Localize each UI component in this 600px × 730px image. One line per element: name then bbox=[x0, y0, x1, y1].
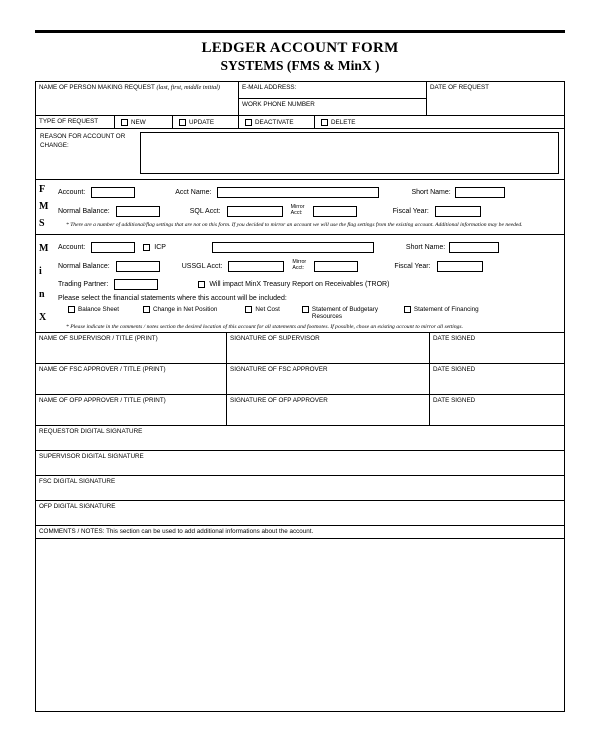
type-option-label: DELETE bbox=[331, 118, 356, 126]
checkbox-icon[interactable] bbox=[404, 306, 411, 313]
fms-mirror-acct-label: Mirror Acct: bbox=[290, 204, 305, 216]
type-of-request-row bbox=[36, 116, 564, 129]
checkbox-icon[interactable] bbox=[302, 306, 309, 313]
fms-note: * There are a number of additional/flag settings that are not on this form. If you decided to mirror an account we will use the flag settings from the existing account. Additional information may be needed. bbox=[66, 222, 523, 228]
ofp-digital-signature-row[interactable]: OFP DIGITAL SIGNATURE bbox=[36, 501, 564, 526]
form-title: LEDGER ACCOUNT FORM bbox=[201, 40, 399, 56]
type-option-delete[interactable] bbox=[314, 116, 376, 128]
email-address-label: E-MAIL ADDRESS: bbox=[242, 84, 297, 91]
minx-section bbox=[36, 235, 564, 333]
fms-letter: M bbox=[39, 200, 49, 212]
name-of-person-label: NAME OF PERSON MAKING REQUEST bbox=[39, 84, 155, 91]
minx-fiscal-year-input[interactable] bbox=[437, 261, 483, 272]
ofp-approver-name-cell[interactable]: NAME OF OFP APPROVER / TITLE (PRINT) bbox=[39, 397, 166, 404]
type-of-request-label: TYPE OF REQUEST bbox=[39, 118, 99, 125]
requester-header-row bbox=[36, 82, 564, 116]
fms-normal-balance-input[interactable] bbox=[116, 206, 160, 217]
fsc-approver-signature-cell[interactable]: SIGNATURE OF FSC APPROVER bbox=[226, 364, 429, 394]
checkbox-icon[interactable] bbox=[245, 119, 252, 126]
type-option-label: NEW bbox=[131, 118, 146, 126]
signature-table bbox=[36, 333, 564, 426]
minx-letter: M bbox=[39, 242, 49, 254]
checkbox-icon[interactable] bbox=[121, 119, 128, 126]
statement-option-financing[interactable] bbox=[404, 306, 479, 313]
comments-label: COMMENTS / NOTES: bbox=[39, 528, 105, 535]
fms-account-input[interactable] bbox=[91, 187, 135, 198]
checkbox-icon[interactable] bbox=[179, 119, 186, 126]
minx-short-name-label: Short Name: bbox=[405, 243, 446, 251]
top-rule bbox=[35, 30, 565, 33]
minx-statements-row bbox=[54, 304, 560, 323]
minx-normal-balance-label: Normal Balance: bbox=[58, 262, 110, 270]
statement-option-label: Change in Net Position bbox=[152, 306, 218, 313]
fms-acct-name-input[interactable] bbox=[217, 187, 379, 198]
fms-letter: S bbox=[39, 217, 45, 229]
statement-option-label: Net Cost bbox=[255, 306, 280, 313]
statement-option-budgetary-resources[interactable] bbox=[302, 306, 384, 320]
checkbox-icon[interactable] bbox=[321, 119, 328, 126]
statements-instruction-label: Please select the financial statements where this account will be included: bbox=[58, 294, 287, 302]
fsc-digital-signature-row[interactable]: FSC DIGITAL SIGNATURE bbox=[36, 476, 564, 501]
supervisor-date-signed-cell[interactable]: DATE SIGNED bbox=[429, 333, 564, 363]
fms-short-name-input[interactable] bbox=[455, 187, 505, 198]
icp-checkbox-icon[interactable] bbox=[143, 244, 150, 251]
fms-fields bbox=[50, 180, 564, 234]
email-address-field[interactable] bbox=[239, 82, 426, 99]
fms-acct-name-label: Acct Name: bbox=[175, 188, 212, 196]
fms-balance-row bbox=[54, 201, 560, 221]
minx-icp-label: ICP bbox=[154, 243, 166, 251]
minx-normal-balance-input[interactable] bbox=[116, 261, 160, 272]
statement-option-balance-sheet[interactable] bbox=[68, 306, 119, 313]
form-body bbox=[35, 81, 565, 712]
minx-mirror-acct-label: Mirror Acct: bbox=[292, 259, 307, 271]
fms-fiscal-year-input[interactable] bbox=[435, 206, 481, 217]
work-phone-label: WORK PHONE NUMBER bbox=[242, 101, 315, 108]
fsc-approver-date-signed-cell[interactable]: DATE SIGNED bbox=[429, 364, 564, 394]
checkbox-icon[interactable] bbox=[245, 306, 252, 313]
date-of-request-label: DATE OF REQUEST bbox=[430, 84, 490, 91]
form-subtitle: SYSTEMS (FMS & MinX ) bbox=[220, 58, 380, 73]
fsc-approver-name-cell[interactable]: NAME OF FSC APPROVER / TITLE (PRINT) bbox=[39, 366, 166, 373]
reason-input-box[interactable] bbox=[140, 132, 559, 174]
type-option-new[interactable] bbox=[114, 116, 172, 128]
fms-section bbox=[36, 180, 564, 235]
date-of-request-field[interactable] bbox=[426, 82, 564, 115]
requestor-digital-signature-row[interactable]: REQUESTOR DIGITAL SIGNATURE bbox=[36, 426, 564, 451]
statement-option-label: Statement of Budgetary Resources bbox=[311, 306, 379, 321]
minx-acct-name-input[interactable] bbox=[212, 242, 374, 253]
supervisor-signature-cell[interactable]: SIGNATURE OF SUPERVISOR bbox=[226, 333, 429, 363]
comments-input-box[interactable] bbox=[36, 539, 564, 711]
fms-vertical-label bbox=[36, 180, 50, 234]
fms-normal-balance-label: Normal Balance: bbox=[58, 207, 110, 215]
statement-option-label: Balance Sheet bbox=[78, 306, 119, 313]
ofp-approver-date-signed-cell[interactable]: DATE SIGNED bbox=[429, 395, 564, 425]
minx-vertical-label bbox=[36, 235, 50, 332]
type-option-deactivate[interactable] bbox=[238, 116, 314, 128]
minx-account-label: Account: bbox=[58, 243, 86, 251]
minx-short-name-input[interactable] bbox=[449, 242, 499, 253]
statement-option-net-cost[interactable] bbox=[245, 306, 280, 313]
minx-account-input[interactable] bbox=[91, 242, 135, 253]
fms-mirror-acct-input[interactable] bbox=[313, 206, 357, 217]
minx-ussgl-acct-label: USSGL Acct: bbox=[181, 262, 223, 270]
type-option-update[interactable] bbox=[172, 116, 238, 128]
minx-balance-row bbox=[54, 256, 560, 276]
minx-fields bbox=[50, 235, 564, 332]
trading-partner-input[interactable] bbox=[114, 279, 158, 290]
minx-note: * Please indicate in the comments / notes section the desired location of this account for all statements and footnotes. If possible, chose an existing account to mirror all settings. bbox=[66, 324, 464, 330]
reason-row bbox=[36, 129, 564, 180]
fms-sql-acct-input[interactable] bbox=[227, 206, 283, 217]
name-format-hint: (last, first, middle initial) bbox=[156, 84, 220, 91]
minx-ussgl-acct-input[interactable] bbox=[228, 261, 284, 272]
checkbox-icon[interactable] bbox=[68, 306, 75, 313]
statement-option-label: Statement of Financing bbox=[413, 306, 479, 313]
supervisor-signature-row bbox=[36, 333, 564, 364]
tror-label: Will impact MinX Treasury Report on Receivables (TROR) bbox=[209, 280, 390, 288]
type-option-label: UPDATE bbox=[189, 118, 215, 126]
fms-account-label: Account: bbox=[58, 188, 86, 196]
supervisor-digital-signature-row[interactable]: SUPERVISOR DIGITAL SIGNATURE bbox=[36, 451, 564, 476]
name-of-person-field[interactable] bbox=[36, 82, 238, 115]
minx-letter: i bbox=[39, 265, 42, 277]
supervisor-name-cell[interactable]: NAME OF SUPERVISOR / TITLE (PRINT) bbox=[39, 335, 158, 342]
reason-label: REASON FOR ACCOUNT OR CHANGE: bbox=[40, 133, 126, 150]
checkbox-icon[interactable] bbox=[143, 306, 150, 313]
minx-mirror-acct-input[interactable] bbox=[314, 261, 358, 272]
minx-statements-instruction-row bbox=[54, 292, 560, 304]
trading-partner-label: Trading Partner: bbox=[58, 280, 109, 288]
minx-account-row bbox=[54, 238, 560, 256]
statement-option-change-net-position[interactable] bbox=[143, 306, 217, 313]
contact-cell bbox=[238, 82, 426, 115]
comments-header-row bbox=[36, 526, 564, 539]
minx-letter: n bbox=[39, 289, 45, 301]
fms-letter: F bbox=[39, 184, 46, 196]
fms-short-name-label: Short Name: bbox=[411, 188, 451, 196]
minx-letter: X bbox=[39, 312, 47, 324]
fms-fiscal-year-label: Fiscal Year: bbox=[392, 207, 429, 215]
type-option-label: DEACTIVATE bbox=[255, 118, 294, 126]
fms-sql-acct-label: SQL Acct: bbox=[189, 207, 221, 215]
comments-description: This section can be used to add additional informations about the account. bbox=[106, 528, 314, 535]
fms-account-row bbox=[54, 183, 560, 201]
work-phone-field[interactable] bbox=[239, 99, 426, 115]
ofp-approver-signature-row bbox=[36, 395, 564, 426]
minx-trading-partner-row bbox=[54, 276, 560, 292]
ofp-approver-signature-cell[interactable]: SIGNATURE OF OFP APPROVER bbox=[226, 395, 429, 425]
minx-fiscal-year-label: Fiscal Year: bbox=[394, 262, 431, 270]
tror-checkbox-icon[interactable] bbox=[198, 281, 205, 288]
fsc-approver-signature-row bbox=[36, 364, 564, 395]
